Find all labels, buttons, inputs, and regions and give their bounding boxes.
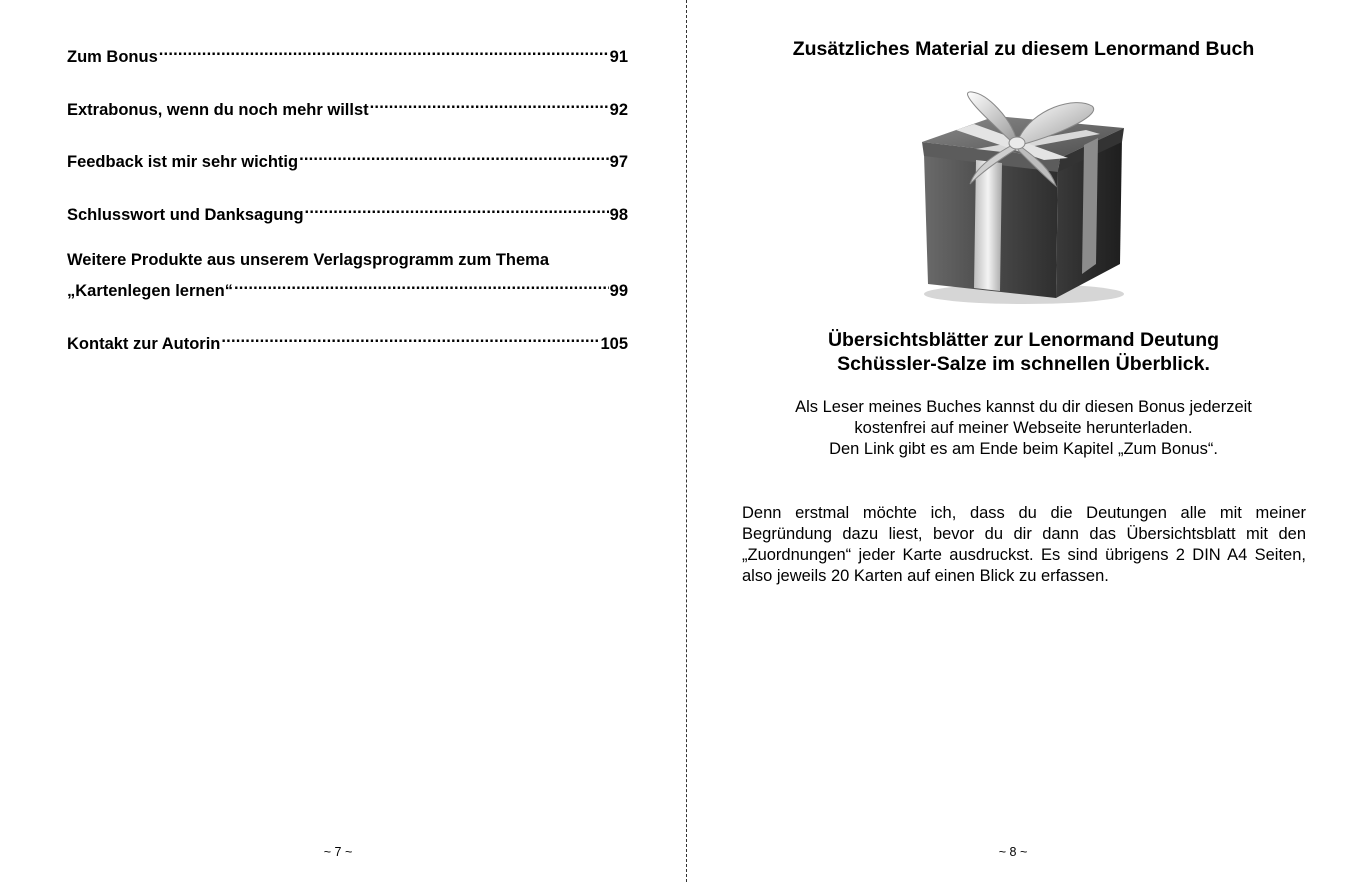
toc-entry-page: 98 [609,205,628,224]
toc-entry-title-line1: Weitere Produkte aus unserem Verlagsprogramm zum Thema [67,251,550,269]
subheading-line: Übersichtsblätter zur Lenormand Deutung [827,329,1220,351]
table-of-contents [67,38,628,377]
toc-entry [67,143,628,174]
subheading-line: Schüssler-Salze im schnellen Überblick. [837,353,1210,375]
toc-entry-page: 97 [609,153,628,171]
toc-leader-dots [221,325,599,349]
toc-entry-title: Kontakt zur Autorin [67,334,221,353]
toc-entry-page: 91 [609,48,628,66]
page-number: ~ 7 ~ [323,845,353,859]
intro-line: kostenfrei auf meiner Webseite herunterladen. [854,419,1193,437]
toc-entry [67,248,628,303]
page-number: ~ 8 ~ [998,845,1028,859]
toc-entry [67,91,628,122]
gift-box-icon [916,88,1132,306]
toc-entry-title: „Kartenlegen lernen“ [67,282,233,300]
toc-entry-title: Zum Bonus [67,48,158,66]
right-page [688,0,1369,882]
toc-entry [67,38,628,69]
toc-entry-page: 105 [600,334,628,353]
toc-leader-dots [234,272,609,296]
toc-leader-dots [305,196,609,220]
toc-entry-page: 99 [609,282,628,300]
section-heading: Zusätzliches Material zu diesem Lenormand Buch [792,38,1255,60]
toc-leader-dots [299,143,609,167]
intro-line: Als Leser meines Buches kannst du dir diesen Bonus jederzeit [795,398,1252,416]
toc-entry [67,325,628,356]
page-divider [686,0,687,882]
bonus-intro [688,397,1359,460]
toc-entry-title: Schlusswort und Danksagung [67,205,304,224]
toc-leader-dots [370,91,609,115]
toc-leader-dots [159,38,609,62]
intro-line: Den Link gibt es am Ende beim Kapitel „Zum Bonus“. [829,440,1218,458]
toc-entry-title: Feedback ist mir sehr wichtig [67,153,299,171]
toc-entry-page: 92 [609,100,628,119]
body-paragraph: Denn erstmal möchte ich, dass du die Deutungen alle mit meiner Begründung dazu liest, bevor du dir dann das Übersichtsblatt mit den „Zuordnungen“ jeder Karte ausdruckst. Es sind übrigens 2 DIN A4 Seiten, also jeweils 20 Karten auf einen Blick zu erfassen. [742,504,1306,585]
bonus-subheading [688,328,1359,376]
toc-entry-title: Extrabonus, wenn du noch mehr willst [67,100,369,119]
toc-entry [67,196,628,227]
